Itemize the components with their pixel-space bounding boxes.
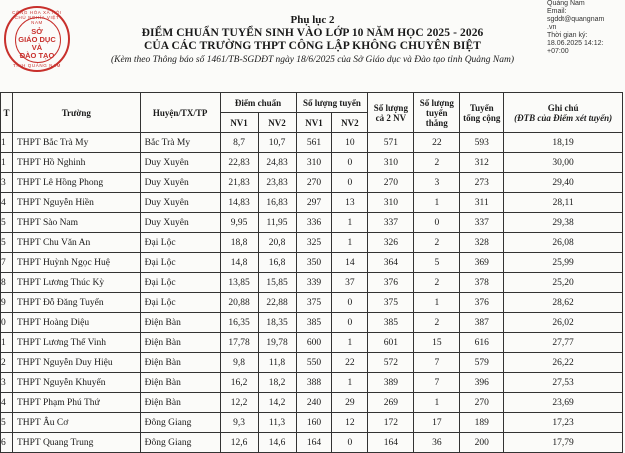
cell-direct: 1: [414, 193, 460, 213]
cell-total-2nv: 310: [368, 153, 414, 173]
cell-total: 616: [460, 333, 504, 353]
admission-score-table: [0, 92, 623, 453]
cell-score-nv2: 24,83: [258, 153, 296, 173]
cell-district: Điện Bàn: [140, 393, 220, 413]
cell-stt: 4: [1, 393, 13, 413]
cell-school: THPT Quang Trung: [12, 433, 140, 453]
signature-line: 18.06.2025 14:12:: [547, 40, 604, 47]
cell-school: THPT Lê Hồng Phong: [12, 173, 140, 193]
cell-score-nv2: 15,85: [258, 273, 296, 293]
cell-school: THPT Lương Thúc Kỳ: [12, 273, 140, 293]
cell-total: 378: [460, 273, 504, 293]
cell-enroll-nv1: 385: [296, 313, 332, 333]
table-row: [1, 333, 623, 353]
cell-district: Duy Xuyên: [140, 153, 220, 173]
cell-school: THPT Huỳnh Ngọc Huệ: [12, 253, 140, 273]
cell-note: 27,53: [504, 373, 623, 393]
cell-score-nv1: 18,8: [220, 233, 258, 253]
cell-score-nv1: 13,85: [220, 273, 258, 293]
cell-enroll-nv1: 350: [296, 253, 332, 273]
cell-enroll-nv1: 297: [296, 193, 332, 213]
cell-total-2nv: 385: [368, 313, 414, 333]
cell-stt: 6: [1, 433, 13, 453]
cell-enroll-nv1: 339: [296, 273, 332, 293]
cell-direct: 2: [414, 233, 460, 253]
header-enroll-nv2: NV2: [332, 113, 368, 133]
cell-district: Đại Lộc: [140, 273, 220, 293]
cell-total-2nv: 389: [368, 373, 414, 393]
cell-stt: 8: [1, 273, 13, 293]
cell-enroll-nv2: 0: [332, 433, 368, 453]
cell-total: 200: [460, 433, 504, 453]
cell-school: THPT Nguyễn Hiền: [12, 193, 140, 213]
cell-enroll-nv1: 375: [296, 293, 332, 313]
cell-school: THPT Chu Văn An: [12, 233, 140, 253]
cell-score-nv1: 8,7: [220, 133, 258, 153]
header-score-nv1: NV1: [220, 113, 258, 133]
signature-line: Thời gian ký:: [547, 32, 588, 39]
cell-enroll-nv1: 561: [296, 133, 332, 153]
cell-total: 328: [460, 233, 504, 253]
cell-direct: 1: [414, 293, 460, 313]
table-row: [1, 413, 623, 433]
cell-enroll-nv1: 160: [296, 413, 332, 433]
table-row: [1, 173, 623, 193]
cell-stt: 1: [1, 133, 13, 153]
cell-total: 337: [460, 213, 504, 233]
header-district: Huyện/TX/TP: [140, 93, 220, 133]
header-enroll-nv1: NV1: [296, 113, 332, 133]
document-title-line2: CỦA CÁC TRƯỜNG THPT CÔNG LẬP KHÔNG CHUYÊN BIỆT: [143, 40, 482, 52]
cell-enroll-nv2: 12: [332, 413, 368, 433]
cell-note: 17,23: [504, 413, 623, 433]
cell-total: 579: [460, 353, 504, 373]
cell-direct: 22: [414, 133, 460, 153]
cell-stt: 5: [1, 413, 13, 433]
cell-enroll-nv2: 0: [332, 293, 368, 313]
header-school: Trường: [12, 93, 140, 133]
cell-score-nv2: 11,8: [258, 353, 296, 373]
cell-enroll-nv1: 325: [296, 233, 332, 253]
cell-score-nv1: 12,6: [220, 433, 258, 453]
cell-enroll-nv2: 0: [332, 153, 368, 173]
cell-score-nv2: 14,6: [258, 433, 296, 453]
cell-note: 28,11: [504, 193, 623, 213]
cell-note: 26,22: [504, 353, 623, 373]
signature-line: Email:: [547, 8, 567, 15]
cell-total-2nv: 601: [368, 333, 414, 353]
document-title: ĐIỂM CHUẨN TUYỂN SINH VÀO LỚP 10 NĂM HỌC 2025 - 2026: [141, 27, 484, 39]
seal-ring-top: CỘNG HÒA XÃ HỘI CHỦ NGHĨA VIỆT NAM: [12, 10, 62, 25]
cell-score-nv1: 14,83: [220, 193, 258, 213]
cell-total-2nv: 376: [368, 273, 414, 293]
signature-line: Quảng Nam: [547, 0, 585, 7]
header-direct: Số lượng tuyển thẳng: [414, 93, 460, 133]
cell-school: THPT Sào Nam: [12, 213, 140, 233]
cell-direct: 7: [414, 373, 460, 393]
cell-score-nv2: 18,35: [258, 313, 296, 333]
cell-enroll-nv2: 0: [332, 173, 368, 193]
cell-enroll-nv1: 270: [296, 173, 332, 193]
cell-note: 29,40: [504, 173, 623, 193]
header-note-sub: (ĐTB của Điểm xét tuyển): [514, 112, 613, 123]
cell-note: 30,00: [504, 153, 623, 173]
cell-direct: 0: [414, 213, 460, 233]
cell-district: Đại Lộc: [140, 293, 220, 313]
cell-score-nv2: 11,3: [258, 413, 296, 433]
cell-score-nv2: 22,88: [258, 293, 296, 313]
cell-enroll-nv2: 1: [332, 373, 368, 393]
table-row: [1, 193, 623, 213]
cell-score-nv2: 16,83: [258, 193, 296, 213]
cell-district: Duy Xuyên: [140, 173, 220, 193]
cell-enroll-nv1: 336: [296, 213, 332, 233]
seal-line: GIÁO DỤC: [18, 35, 56, 44]
cell-total: 312: [460, 153, 504, 173]
cell-direct: 2: [414, 313, 460, 333]
cell-note: 26,02: [504, 313, 623, 333]
cell-district: Duy Xuyên: [140, 193, 220, 213]
table-row: [1, 433, 623, 453]
cell-stt: 3: [1, 173, 13, 193]
cell-stt: 1: [1, 333, 13, 353]
cell-enroll-nv1: 600: [296, 333, 332, 353]
appendix-label: Phụ lục 2: [290, 14, 335, 26]
cell-district: Bắc Trà My: [140, 133, 220, 153]
cell-enroll-nv2: 1: [332, 213, 368, 233]
cell-enroll-nv2: 22: [332, 353, 368, 373]
cell-score-nv1: 12,2: [220, 393, 258, 413]
cell-total-2nv: 269: [368, 393, 414, 413]
cell-total-2nv: 164: [368, 433, 414, 453]
cell-score-nv1: 9,95: [220, 213, 258, 233]
cell-district: Duy Xuyên: [140, 213, 220, 233]
signature-line: sgddt@quangnam: [547, 16, 605, 23]
cell-note: 29,38: [504, 213, 623, 233]
cell-school: THPT Âu Cơ: [12, 413, 140, 433]
cell-school: THPT Nguyễn Khuyến: [12, 373, 140, 393]
cell-district: Đại Lộc: [140, 253, 220, 273]
cell-stt: 7: [1, 253, 13, 273]
cell-district: Điện Bàn: [140, 373, 220, 393]
table-body: [1, 133, 623, 453]
cell-enroll-nv2: 29: [332, 393, 368, 413]
cell-enroll-nv2: 0: [332, 313, 368, 333]
cell-enroll-nv2: 1: [332, 233, 368, 253]
cell-enroll-nv1: 388: [296, 373, 332, 393]
header-note-label: Ghi chú: [547, 102, 579, 113]
cell-total: 189: [460, 413, 504, 433]
seal-line: ĐÀO TẠO: [19, 51, 55, 60]
cell-score-nv2: 10,7: [258, 133, 296, 153]
cell-score-nv2: 20,8: [258, 233, 296, 253]
cell-total-2nv: 375: [368, 293, 414, 313]
cell-stt: 9: [1, 293, 13, 313]
cell-stt: 5: [1, 213, 13, 233]
cell-note: 17,79: [504, 433, 623, 453]
cell-score-nv1: 9,8: [220, 353, 258, 373]
cell-total-2nv: 326: [368, 233, 414, 253]
cell-direct: 17: [414, 413, 460, 433]
cell-score-nv2: 14,2: [258, 393, 296, 413]
cell-total: 311: [460, 193, 504, 213]
table-row: [1, 353, 623, 373]
cell-school: THPT Phạm Phú Thứ: [12, 393, 140, 413]
cell-score-nv2: 19,78: [258, 333, 296, 353]
cell-total: 376: [460, 293, 504, 313]
cell-enroll-nv2: 1: [332, 333, 368, 353]
cell-direct: 36: [414, 433, 460, 453]
cell-score-nv1: 16,35: [220, 313, 258, 333]
table-row: [1, 233, 623, 253]
cell-school: THPT Hoàng Diệu: [12, 313, 140, 333]
cell-direct: 1: [414, 393, 460, 413]
cell-score-nv2: 18,2: [258, 373, 296, 393]
cell-direct: 2: [414, 273, 460, 293]
cell-district: Điện Bàn: [140, 353, 220, 373]
table-row: [1, 153, 623, 173]
cell-score-nv1: 21,83: [220, 173, 258, 193]
cell-total-2nv: 172: [368, 413, 414, 433]
cell-school: THPT Nguyễn Duy Hiệu: [12, 353, 140, 373]
header-note: [504, 93, 623, 133]
cell-note: 25,99: [504, 253, 623, 273]
cell-enroll-nv2: 10: [332, 133, 368, 153]
cell-note: 18,19: [504, 133, 623, 153]
cell-direct: 5: [414, 253, 460, 273]
document-subtitle: (Kèm theo Thông báo số 1461/TB-SGDĐT ngày 18/6/2025 của Sở Giáo dục và Đào tạo tỉnh Quảng Nam): [110, 55, 515, 65]
seal-ring-bottom: TỈNH QUẢNG NAM: [13, 63, 61, 68]
cell-enroll-nv2: 37: [332, 273, 368, 293]
header-stt: T: [1, 93, 13, 133]
cell-note: 26,08: [504, 233, 623, 253]
table-row: [1, 313, 623, 333]
signature-line: +07:00: [547, 48, 569, 55]
cell-school: THPT Bắc Trà My: [12, 133, 140, 153]
cell-enroll-nv2: 14: [332, 253, 368, 273]
cell-direct: 3: [414, 173, 460, 193]
cell-total-2nv: 310: [368, 193, 414, 213]
cell-score-nv2: 23,83: [258, 173, 296, 193]
header-score-nv2: NV2: [258, 113, 296, 133]
cell-district: Điện Bàn: [140, 313, 220, 333]
cell-school: THPT Đỗ Đăng Tuyển: [12, 293, 140, 313]
table-row: [1, 293, 623, 313]
signature-line: .vn: [547, 24, 557, 31]
cell-score-nv1: 22,83: [220, 153, 258, 173]
cell-total: 270: [460, 393, 504, 413]
cell-stt: 1: [1, 153, 13, 173]
header-enroll: Số lượng tuyển: [296, 93, 368, 113]
cell-direct: 7: [414, 353, 460, 373]
header-score: Điểm chuẩn: [220, 93, 296, 113]
cell-total-2nv: 572: [368, 353, 414, 373]
cell-score-nv1: 17,78: [220, 333, 258, 353]
cell-enroll-nv1: 240: [296, 393, 332, 413]
cell-note: 28,62: [504, 293, 623, 313]
cell-school: THPT Lương Thế Vinh: [12, 333, 140, 353]
cell-total-2nv: 270: [368, 173, 414, 193]
table-row: [1, 213, 623, 233]
cell-total-2nv: 571: [368, 133, 414, 153]
cell-school: THPT Hồ Nghinh: [12, 153, 140, 173]
cell-stt: 4: [1, 193, 13, 213]
seal-line: SỞ: [31, 27, 43, 36]
table-row: [1, 273, 623, 293]
cell-district: Điện Bàn: [140, 333, 220, 353]
document-header: [60, 14, 565, 66]
cell-stt: 2: [1, 353, 13, 373]
cell-total: 593: [460, 133, 504, 153]
cell-note: 23,69: [504, 393, 623, 413]
cell-note: 25,20: [504, 273, 623, 293]
cell-score-nv2: 16,8: [258, 253, 296, 273]
cell-total: 387: [460, 313, 504, 333]
seal-center-text: [6, 28, 68, 60]
cell-enroll-nv1: 164: [296, 433, 332, 453]
cell-direct: 2: [414, 153, 460, 173]
cell-total-2nv: 337: [368, 213, 414, 233]
cell-score-nv1: 9,3: [220, 413, 258, 433]
table-row: [1, 253, 623, 273]
cell-score-nv2: 11,95: [258, 213, 296, 233]
cell-score-nv1: 14,8: [220, 253, 258, 273]
cell-score-nv1: 16,2: [220, 373, 258, 393]
cell-stt: 0: [1, 313, 13, 333]
cell-note: 27,77: [504, 333, 623, 353]
cell-enroll-nv1: 550: [296, 353, 332, 373]
header-total-2nv: Số lượng cả 2 NV: [368, 93, 414, 133]
cell-stt: 3: [1, 373, 13, 393]
cell-enroll-nv2: 13: [332, 193, 368, 213]
cell-district: Đông Giang: [140, 413, 220, 433]
cell-total: 396: [460, 373, 504, 393]
cell-district: Đông Giang: [140, 433, 220, 453]
table-row: [1, 393, 623, 413]
cell-stt: 5: [1, 233, 13, 253]
cell-total-2nv: 364: [368, 253, 414, 273]
table-row: [1, 133, 623, 153]
cell-total: 273: [460, 173, 504, 193]
cell-district: Đại Lộc: [140, 233, 220, 253]
cell-enroll-nv1: 310: [296, 153, 332, 173]
seal-line: VÀ: [31, 43, 43, 52]
header-total: Tuyển tổng cộng: [460, 93, 504, 133]
table-row: [1, 373, 623, 393]
cell-score-nv1: 20,88: [220, 293, 258, 313]
cell-direct: 15: [414, 333, 460, 353]
cell-total: 369: [460, 253, 504, 273]
